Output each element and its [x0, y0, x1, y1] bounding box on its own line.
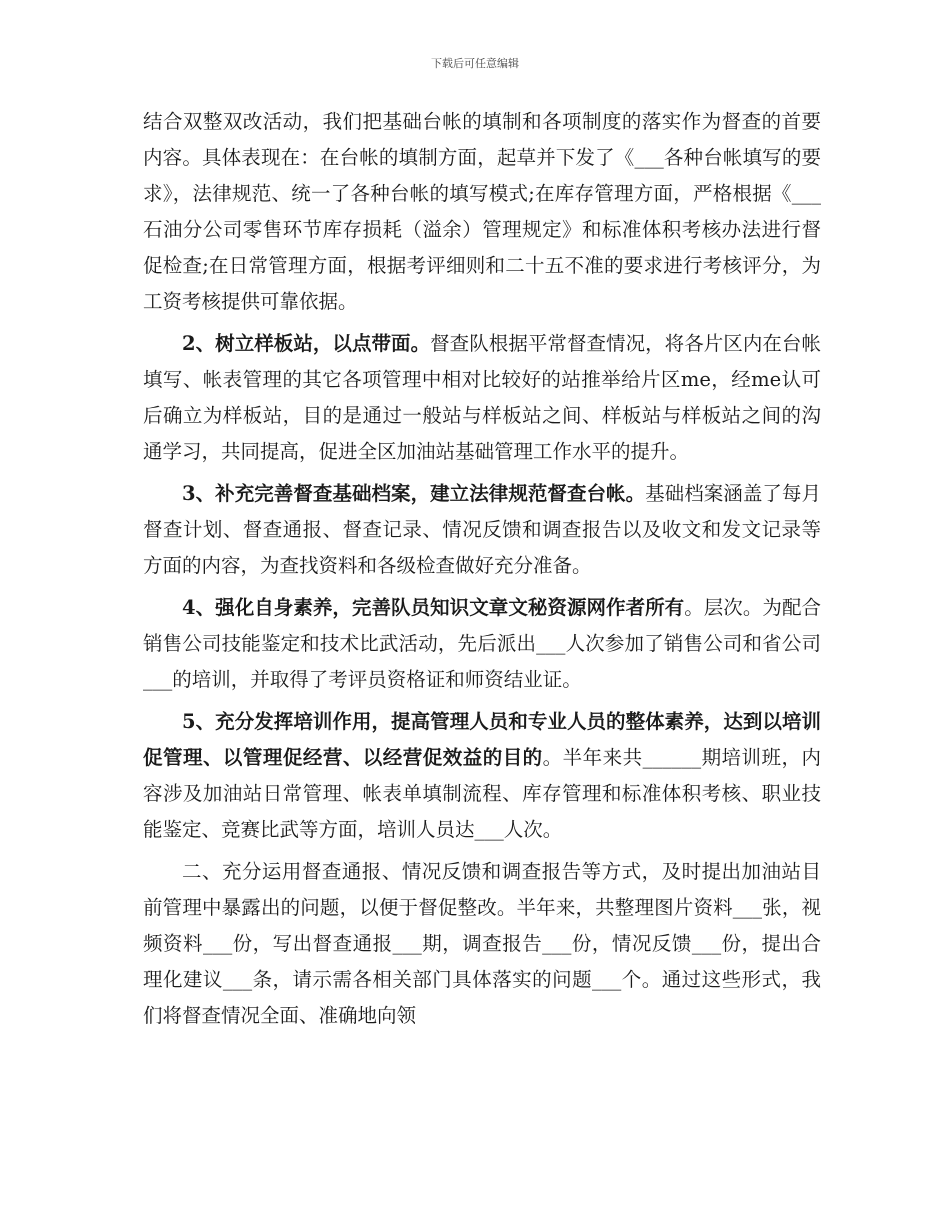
paragraph-text: 二、充分运用督查通报、情况反馈和调查报告等方式，及时提出加油站目前管理中暴露出的问题，以便于督促整改。半年来，共整理图片资料___张，视频资料___份，写出督查通报___期，调查报告___份，情况反馈___份，提出合理化建议___条，请示需各相关部门具体落实的问题___个。通过这些形式，我们将督查情况全面、准确地向领 [143, 860, 821, 1027]
paragraph-5 [143, 704, 821, 848]
paragraph-3 [143, 476, 821, 584]
paragraph-2 [143, 326, 821, 470]
paragraph-6 [143, 854, 821, 1034]
paragraph-4 [143, 590, 821, 698]
paragraph-text: 。半年来共______期培训班，内容涉及加油站日常管理、帐表单填制流程、库存管理和标准体积考核、职业技能鉴定、竞赛比武等方面，培训人员达___人次。 [143, 746, 821, 841]
document-body [143, 104, 821, 1034]
paragraph-text: 基础档案涵盖了每月督查计划、督查通报、督查记录、情况反馈和调查报告以及收文和发文记录等方面的内容，为查找资料和各级检查做好充分准备。 [143, 482, 821, 577]
paragraph-heading: 2、树立样板站，以点带面。 [182, 332, 431, 355]
paragraph-text: 。层次。为配合销售公司技能鉴定和技术比武活动，先后派出___人次参加了销售公司和省公司___的培训，并取得了考评员资格证和师资结业证。 [143, 596, 821, 691]
page-header: 下载后可任意编辑 [431, 57, 519, 70]
paragraph-text: 结合双整双改活动，我们把基础台帐的填制和各项制度的落实作为督查的首要内容。具体表现在：在台帐的填制方面，起草并下发了《___各种台帐填写的要求》，法律规范、统一了各种台帐的填写模式;在库存管理方面，严格根据《___石油分公司零售环节库存损耗（溢余）管理规定》和标准体积考核办法进行督促检查;在日常管理方面，根据考评细则和二十五不准的要求进行考核评分，为工资考核提供可靠依据。 [143, 110, 821, 313]
paragraph-heading: 4、强化自身素养，完善队员知识文章文秘资源网作者所有 [182, 596, 685, 619]
paragraph-heading: 3、补充完善督查基础档案，建立法律规范督查台帐。 [182, 482, 646, 505]
paragraph-text: 督查队根据平常督查情况，将各片区内在台帐填写、帐表管理的其它各项管理中相对比较好的站推举给片区me，经me认可后确立为样板站，目的是通过一般站与样板站之间、样板站与样板站之间的沟通学习，共同提高，促进全区加油站基础管理工作水平的提升。 [143, 332, 821, 463]
paragraph-heading: 5、充分发挥培训作用，提高管理人员和专业人员的整体素养，达到以培训促管理、以管理促经营、以经营促效益的目的 [143, 710, 821, 769]
paragraph-1 [143, 104, 821, 320]
